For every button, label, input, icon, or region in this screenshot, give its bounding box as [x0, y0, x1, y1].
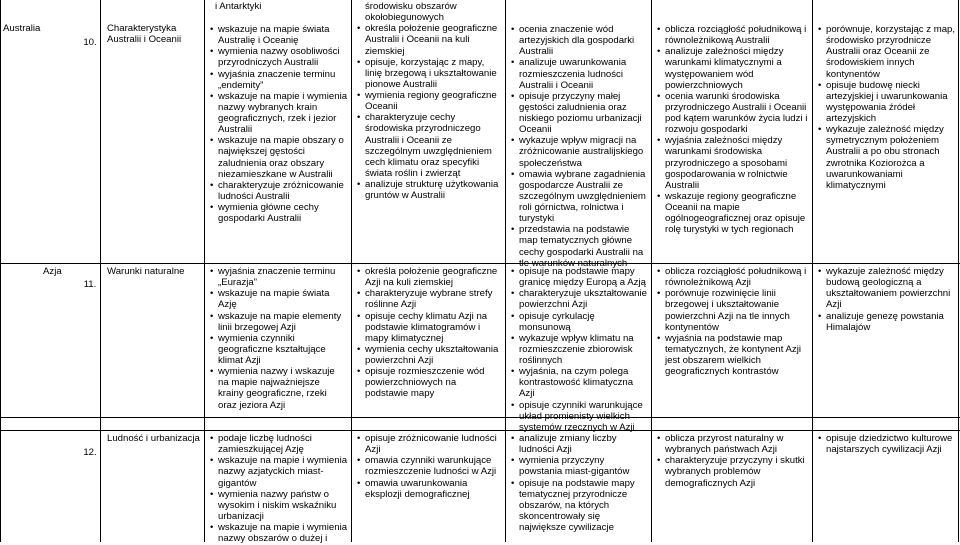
list-item: • opisuje budowę niecki artezyjskiej i uwarunkowania występowania źródeł artezyjskich: [817, 80, 956, 125]
list-item: • analizuje zależności między warunkami klimatycznymi a występowaniem wód powierzchniowych: [656, 46, 809, 91]
requirements-dopuszczajaca: [206, 265, 351, 412]
list-item: • wymienia czynniki geograficzne kształtujące klimat Azji: [209, 333, 348, 366]
list-item: • wykazuje zależność między symetrycznym położeniem Australii a po obu stronach zwrotnika Koziorożca a uwarunkowaniami klimatycznymi: [817, 124, 956, 191]
list-item: • określa położenie geograficzne Azji na kuli ziemskiej: [356, 266, 502, 288]
list-item: • analizuje genezę powstania Himalajów: [817, 311, 956, 333]
list-item: • wskazuje na mapie i wymienia nazwy wybranych krain geograficznych, rzek i jezior Australii: [209, 91, 348, 136]
list-item: • omawia wybrane zagadnienia gospodarcze Australii ze szczególnym uwzględnieniem roli górnictwa, rolnictwa i turystyki: [510, 169, 648, 225]
list-item: • wymienia regiony geograficzne Oceanii: [356, 90, 502, 112]
list-item: • analizuje uwarunkowania rozmieszczenia ludności Australii i Oceanii: [510, 57, 648, 90]
requirements-dobra: [507, 432, 651, 534]
lesson-number: 10.: [83, 37, 97, 48]
list-item: • wymienia nazwy i wskazuje na mapie najważniejsze krainy geograficzne, rzeki oraz jeziora Azji: [209, 366, 348, 411]
lesson-topic: Charakterystyka Australii i Oceanii: [107, 23, 182, 46]
requirements-celujaca: [814, 432, 959, 456]
list-item: • charakteryzuje wybrane strefy roślinne Azji: [356, 288, 502, 310]
list-item: • wykazuje wpływ migracji na zróżnicowanie australijskiego społeczeństwa: [510, 135, 648, 168]
requirements-dostateczna: [353, 0, 505, 202]
region-label: Azja: [43, 266, 62, 277]
requirements-dobra: [507, 265, 651, 434]
list-item: • wyjaśnia znaczenie terminu „endemity”: [209, 69, 348, 91]
list-item: • przedstawia na podstawie map tematycznych główne cechy gospodarki Australii na tle warunków naturalnych: [510, 224, 648, 269]
list-item: • podaje liczbę ludności zamieszkującej Azję: [209, 433, 348, 455]
list-item: • wyjaśnia znaczenie terminu „Eurazja”: [209, 266, 348, 288]
list-item: • ocenia warunki środowiska przyrodniczego Australii i Oceanii pod kątem warunków życia ludzi i rozwoju gospodarki: [656, 91, 809, 136]
list-item: • wyjaśnia na podstawie map tematycznych, że kontynent Azji jest obszarem wielkich geograficznych kontrastów: [656, 333, 809, 378]
requirements-celujaca: [814, 23, 959, 192]
list-item: • wymienia nazwy państw o wysokim i niskim wskaźniku urbanizacji: [209, 489, 348, 522]
grid-line: [0, 417, 960, 418]
grid-line: [351, 0, 352, 542]
list-item: • analizuje strukturę użytkowania gruntów w Australii: [356, 179, 502, 201]
list-item: • omawia uwarunkowania eksplozji demograficznej: [356, 478, 502, 500]
list-item: • oblicza przyrost naturalny w wybranych państwach Azji: [656, 433, 809, 455]
list-item: • wyjaśnia, na czym polega kontrastowość klimatyczna Azji: [510, 366, 648, 399]
list-item: • wymienia główne cechy gospodarki Australii: [209, 202, 348, 224]
requirements-dostateczna: [353, 265, 505, 401]
list-item: • opisuje rozmieszczenie wód powierzchniowych na podstawie mapy: [356, 366, 502, 399]
lesson-number: 12.: [83, 447, 97, 458]
list-item: • opisuje na podstawie mapy granicę między Europą a Azją: [510, 266, 648, 288]
list-item: • oblicza rozciągłość południkową i równoleżnikową Australii: [656, 24, 809, 46]
list-item: • omawia czynniki warunkujące rozmieszczenie ludności w Azji: [356, 455, 502, 477]
list-item: • ocenia znaczenie wód artezyjskich dla gospodarki Australii: [510, 24, 648, 57]
list-item: • wymienia nazwy osobliwości przyrodniczych Australii: [209, 46, 348, 68]
region-label: Australia: [3, 23, 41, 34]
lesson-topic: Warunki naturalne: [107, 266, 185, 277]
list-item: • charakteryzuje cechy środowiska przyrodniczego Australii i Oceanii ze szczególnym uwzględnieniem cech klimatu oraz specyfiki świata roślin i zwierząt: [356, 112, 502, 179]
list-item: • wskazuje na mapie i wymienia nazwy obszarów o dużej i: [209, 522, 348, 544]
requirements-bardzo-dobra: [653, 23, 812, 236]
list-item: • wskazuje na mapie świata Australię i Oceanię: [209, 24, 348, 46]
requirements-bardzo-dobra: [653, 265, 812, 378]
requirements-dostateczna: [353, 432, 505, 501]
grid-line: [651, 0, 652, 542]
requirements-dopuszczajaca: [206, 23, 351, 225]
list-item: • wskazuje na mapie obszary o największej gęstości zaludnienia oraz obszary niezamieszkane w Australii: [209, 135, 348, 180]
grid-line: [0, 430, 960, 431]
list-item: • opisuje przyczyny małej gęstości zaludnienia oraz niskiego poziomu urbanizacji Oceanii: [510, 91, 648, 136]
column-header-line: okołobiegunowych: [365, 12, 444, 24]
list-item: • określa położenie geograficzne Australii i Oceanii na kuli ziemskiej: [356, 23, 502, 56]
requirements-dobra: [507, 23, 651, 270]
column-header-line: środowisku obszarów: [365, 1, 457, 12]
list-item: • wskazuje na mapie świata Azję: [209, 288, 348, 310]
list-item: • charakteryzuje zróżnicowanie ludności Australii: [209, 180, 348, 202]
requirements-bardzo-dobra: [653, 432, 812, 490]
list-item: • wymienia cechy ukształtowania powierzchni Azji: [356, 344, 502, 366]
list-item: • charakteryzuje przyczyny i skutki wybranych problemów demograficznych Azji: [656, 455, 809, 488]
requirements-celujaca: [814, 265, 959, 334]
list-item: • wykazuje zależność między budową geologiczną a ukształtowaniem powierzchni Azji: [817, 266, 956, 311]
grid-line: [0, 0, 1, 542]
list-item: • porównuje, korzystając z map, środowisko przyrodnicze Australii oraz Oceanii ze środowiskiem innych kontynentów: [817, 24, 956, 80]
list-item: • wskazuje regiony geograficzne Oceanii na mapie ogólnogeograficznej oraz opisuje rolę turystyki w tych regionach: [656, 191, 809, 236]
list-item: • opisuje na podstawie mapy tematycznej przyrodnicze obszarów, na których skoncentrowały się największe cywilizacje: [510, 478, 648, 534]
grid-line: [204, 0, 205, 542]
grid-line: [0, 263, 960, 264]
list-item: • opisuje cyrkulację monsunową: [510, 311, 648, 333]
list-item: • wskazuje na mapie i wymienia nazwy azjatyckich miast-gigantów: [209, 455, 348, 488]
list-item: • analizuje zmiany liczby ludności Azji: [510, 433, 648, 455]
list-item: • oblicza rozciągłość południkową i równoleżnikową Azji: [656, 266, 809, 288]
lesson-topic: Ludność i urbanizacja: [107, 433, 200, 444]
grid-line: [505, 0, 506, 542]
list-item: • opisuje, korzystając z mapy, linię brzegową i ukształtowanie pionowe Australii: [356, 57, 502, 90]
grid-line: [100, 0, 101, 542]
row-header-line: i Antarktyki: [215, 1, 262, 12]
list-item: • wykazuje wpływ klimatu na rozmieszczenie zbiorowisk roślinnych: [510, 333, 648, 366]
list-item: • wymienia przyczyny powstania miast-gigantów: [510, 455, 648, 477]
list-item: • porównuje rozwinięcie linii brzegowej i ukształtowanie powierzchni Azji na tle innych kontynentów: [656, 288, 809, 333]
list-item: • opisuje dziedzictwo kulturowe najstarszych cywilizacji Azji: [817, 433, 956, 455]
list-item: • opisuje czynniki warunkujące układ promienisty wielkich systemów rzecznych w Azji: [510, 400, 648, 433]
list-item: • wskazuje na mapie elementy linii brzegowej Azji: [209, 311, 348, 333]
list-item: • opisuje zróżnicowanie ludności Azji: [356, 433, 502, 455]
lesson-number: 11.: [83, 279, 97, 290]
list-item: • charakteryzuje ukształtowanie powierzchni Azji: [510, 288, 648, 310]
grid-line: [812, 0, 813, 542]
list-item: • opisuje cechy klimatu Azji na podstawie klimatogramów i mapy klimatycznej: [356, 311, 502, 344]
list-item: • wyjaśnia zależności między warunkami środowiska przyrodniczego a sposobami gospodarowania w rolnictwie Australii: [656, 135, 809, 191]
requirements-dopuszczajaca: [206, 432, 351, 545]
